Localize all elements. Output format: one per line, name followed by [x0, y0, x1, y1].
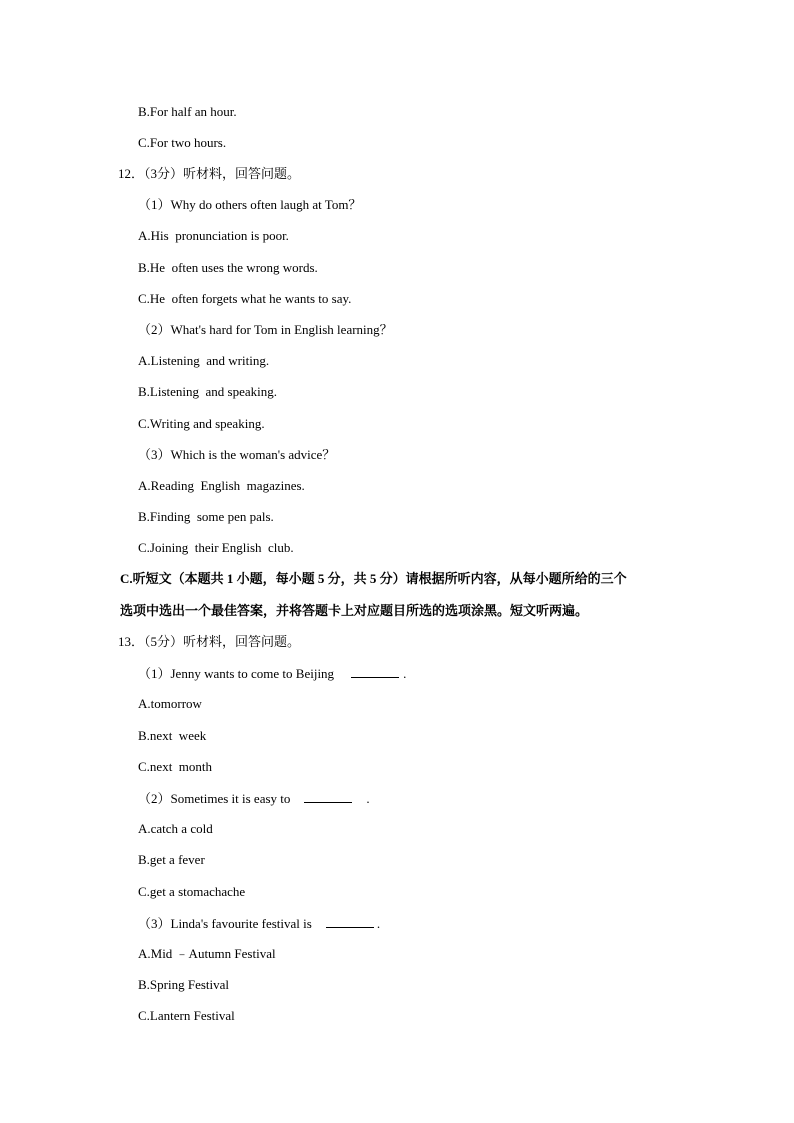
- q12-sub1-question: （1）Why do others often laugh at Tom？: [138, 197, 362, 212]
- q12-sub1-option-c: C.He often forgets what he wants to say.: [138, 291, 352, 306]
- q13-sub2-option-b: B.get a fever: [138, 852, 205, 867]
- q13-sub2-period: .: [366, 791, 370, 806]
- q12-sub1-option-a: A.His pronunciation is poor.: [138, 228, 289, 243]
- q12-stem: 12．（3分）听材料，回答问题。: [118, 166, 301, 181]
- q13-sub1-question: （1）Jenny wants to come to Beijing: [138, 666, 335, 681]
- q13-sub3-option-a: A.Mid ﹣Autumn Festival: [138, 946, 276, 961]
- section-c-instructions-line2: 选项中选出一个最佳答案，并将答题卡上对应题目所选的选项涂黑。短文听两遍。: [120, 603, 589, 618]
- q12-sub2-option-b: B.Listening and speaking.: [138, 384, 278, 399]
- q13-sub1-option-b: B.next week: [138, 728, 207, 743]
- q13-sub2-option-c: C.get a stomachache: [138, 884, 246, 899]
- q13-sub1-option-a: A.tomorrow: [138, 696, 202, 711]
- q12-sub3-option-b: B.Finding some pen pals.: [138, 509, 274, 524]
- q13-sub2-question: （2）Sometimes it is easy to: [138, 791, 291, 806]
- q12-sub2-option-a: A.Listening and writing.: [138, 353, 270, 368]
- answer-blank[interactable]: [326, 915, 374, 928]
- q13-stem: 13．（5分）听材料，回答问题。: [118, 634, 301, 649]
- q13-sub3-question: （3）Linda's favourite festival is: [138, 916, 312, 931]
- q12-sub3-option-a: A.Reading English magazines.: [138, 478, 305, 493]
- q13-sub1-option-c: C.next month: [138, 759, 213, 774]
- q12-sub2-option-c: C.Writing and speaking.: [138, 416, 265, 431]
- q12-sub1-option-b: B.He often uses the wrong words.: [138, 260, 318, 275]
- q13-sub1-question-row: [138, 665, 406, 682]
- q13-sub1-period: .: [403, 666, 407, 681]
- q13-sub2-option-a: A.catch a cold: [138, 821, 213, 836]
- q13-sub2-question-row: [138, 790, 370, 807]
- answer-blank[interactable]: [304, 790, 352, 803]
- answer-blank[interactable]: [351, 665, 399, 678]
- q11-option-b: B.For half an hour.: [138, 104, 237, 119]
- q13-sub3-question-row: [138, 915, 380, 932]
- q12-sub2-question: （2）What's hard for Tom in English learning？: [138, 322, 393, 337]
- q11-option-c: C.For two hours.: [138, 135, 227, 150]
- q13-sub3-period: .: [376, 916, 381, 931]
- q13-sub3-option-b: B.Spring Festival: [138, 977, 230, 992]
- q12-sub3-question: （3）Which is the woman's advice？: [138, 447, 336, 462]
- section-c-instructions-line1: C.听短文（本题共 1 小题，每小题 5 分，共 5 分）请根据所听内容，从每小题所给的三个: [120, 571, 627, 586]
- q13-sub3-option-c: C.Lantern Festival: [138, 1008, 235, 1023]
- q12-sub3-option-c: C.Joining their English club.: [138, 540, 294, 555]
